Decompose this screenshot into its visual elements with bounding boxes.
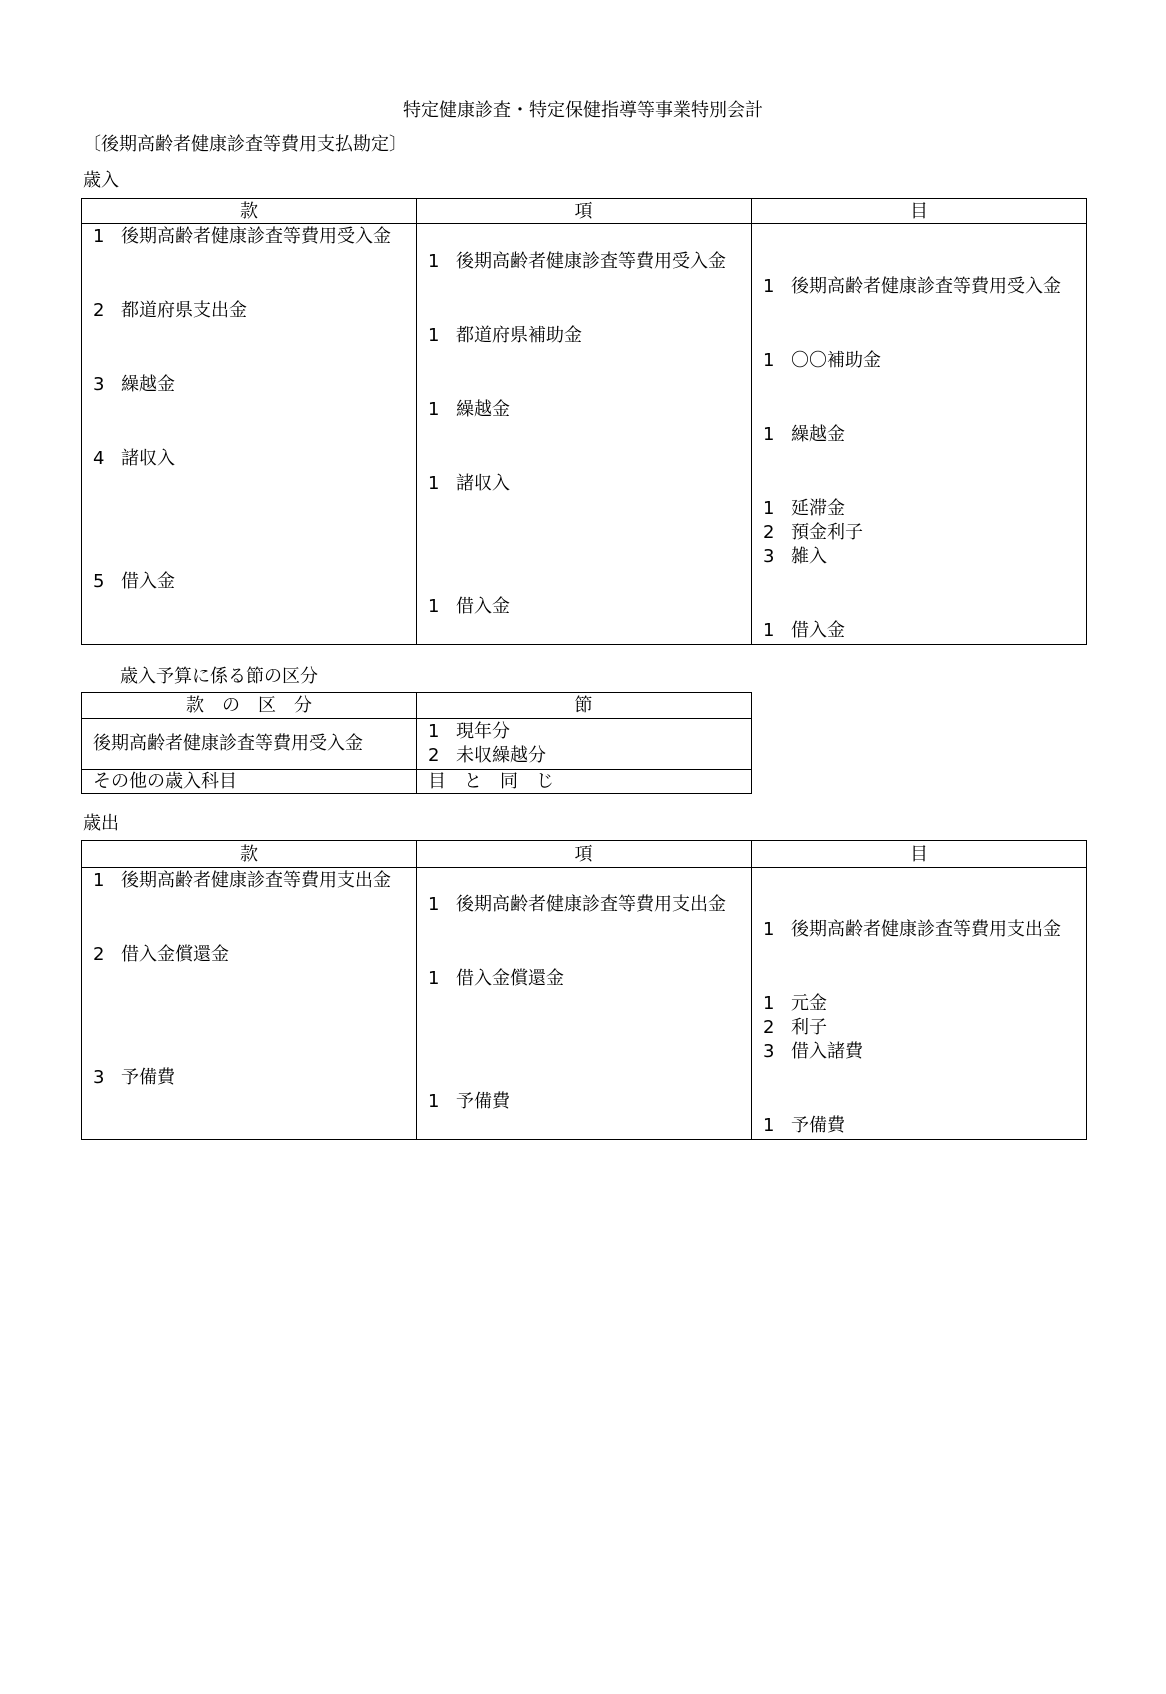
revenue-moku-item: 2 預金利子 <box>763 522 863 543</box>
setsu-item: 2 未収繰越分 <box>428 745 546 766</box>
revenue-moku-item: 1 借入金 <box>763 620 845 641</box>
revenue-kan-item: 2 都道府県支出金 <box>93 300 247 321</box>
revenue-kou-item: 1 後期高齢者健康診査等費用受入金 <box>428 251 726 272</box>
revenue-header-kou: 項 <box>574 201 593 222</box>
revenue-heading: 歳入 <box>83 170 119 191</box>
expenditure-header-divider <box>82 867 1086 868</box>
revenue-moku-item: 1 後期高齢者健康診査等費用受入金 <box>763 276 1061 297</box>
revenue-kan-item: 1 後期高齢者健康診査等費用受入金 <box>93 226 391 247</box>
setsu-row-kan: 後期高齢者健康診査等費用受入金 <box>93 733 363 754</box>
revenue-moku-item: 3 雑入 <box>763 546 827 567</box>
revenue-moku-item: 1 繰越金 <box>763 424 845 445</box>
revenue-moku-item: 1 延滞金 <box>763 498 845 519</box>
setsu-item: 1 現年分 <box>428 721 510 742</box>
setsu-table <box>81 692 752 794</box>
revenue-col-divider-2 <box>751 199 752 644</box>
expenditure-col-divider-1 <box>416 841 417 1139</box>
expenditure-moku-item: 1 後期高齢者健康診査等費用支出金 <box>763 919 1061 940</box>
expenditure-col-divider-2 <box>751 841 752 1139</box>
revenue-kou-item: 1 繰越金 <box>428 399 510 420</box>
revenue-kou-item: 1 都道府県補助金 <box>428 325 582 346</box>
expenditure-kou-item: 1 後期高齢者健康診査等費用支出金 <box>428 894 726 915</box>
document-title: 特定健康診査・特定保健指導等事業特別会計 <box>403 100 763 121</box>
expenditure-moku-item: 2 利子 <box>763 1017 827 1038</box>
expenditure-heading: 歳出 <box>83 813 119 834</box>
setsu-caption: 歳入予算に係る節の区分 <box>120 666 318 687</box>
expenditure-kan-item: 3 予備費 <box>93 1067 175 1088</box>
setsu-row-text: 目 と 同 じ <box>428 771 554 792</box>
expenditure-kan-item: 2 借入金償還金 <box>93 944 229 965</box>
document-subtitle: 〔後期高齢者健康診査等費用支払勘定〕 <box>83 134 407 155</box>
setsu-row-kan: その他の歳入科目 <box>93 771 237 792</box>
revenue-kan-item: 4 諸収入 <box>93 448 175 469</box>
setsu-header-setsu: 節 <box>574 695 593 716</box>
setsu-header-kan: 款 の 区 分 <box>186 695 312 716</box>
expenditure-moku-item: 3 借入諸費 <box>763 1041 863 1062</box>
expenditure-header-kan: 款 <box>240 844 258 865</box>
revenue-header-moku: 目 <box>910 201 928 222</box>
expenditure-kan-item: 1 後期高齢者健康診査等費用支出金 <box>93 870 391 891</box>
expenditure-kou-item: 1 予備費 <box>428 1091 510 1112</box>
revenue-table <box>81 198 1087 645</box>
revenue-col-divider-1 <box>416 199 417 644</box>
expenditure-moku-item: 1 元金 <box>763 993 827 1014</box>
revenue-header-divider <box>82 223 1086 224</box>
expenditure-moku-item: 1 予備費 <box>763 1115 845 1136</box>
expenditure-table <box>81 840 1087 1140</box>
revenue-kan-item: 3 繰越金 <box>93 374 175 395</box>
expenditure-kou-item: 1 借入金償還金 <box>428 968 564 989</box>
revenue-kou-item: 1 諸収入 <box>428 473 510 494</box>
revenue-header-kan: 款 <box>240 201 258 222</box>
revenue-moku-item: 1 〇〇補助金 <box>763 350 881 371</box>
revenue-kan-item: 5 借入金 <box>93 571 175 592</box>
expenditure-header-kou: 項 <box>574 844 593 865</box>
revenue-kou-item: 1 借入金 <box>428 596 510 617</box>
expenditure-header-moku: 目 <box>910 844 928 865</box>
